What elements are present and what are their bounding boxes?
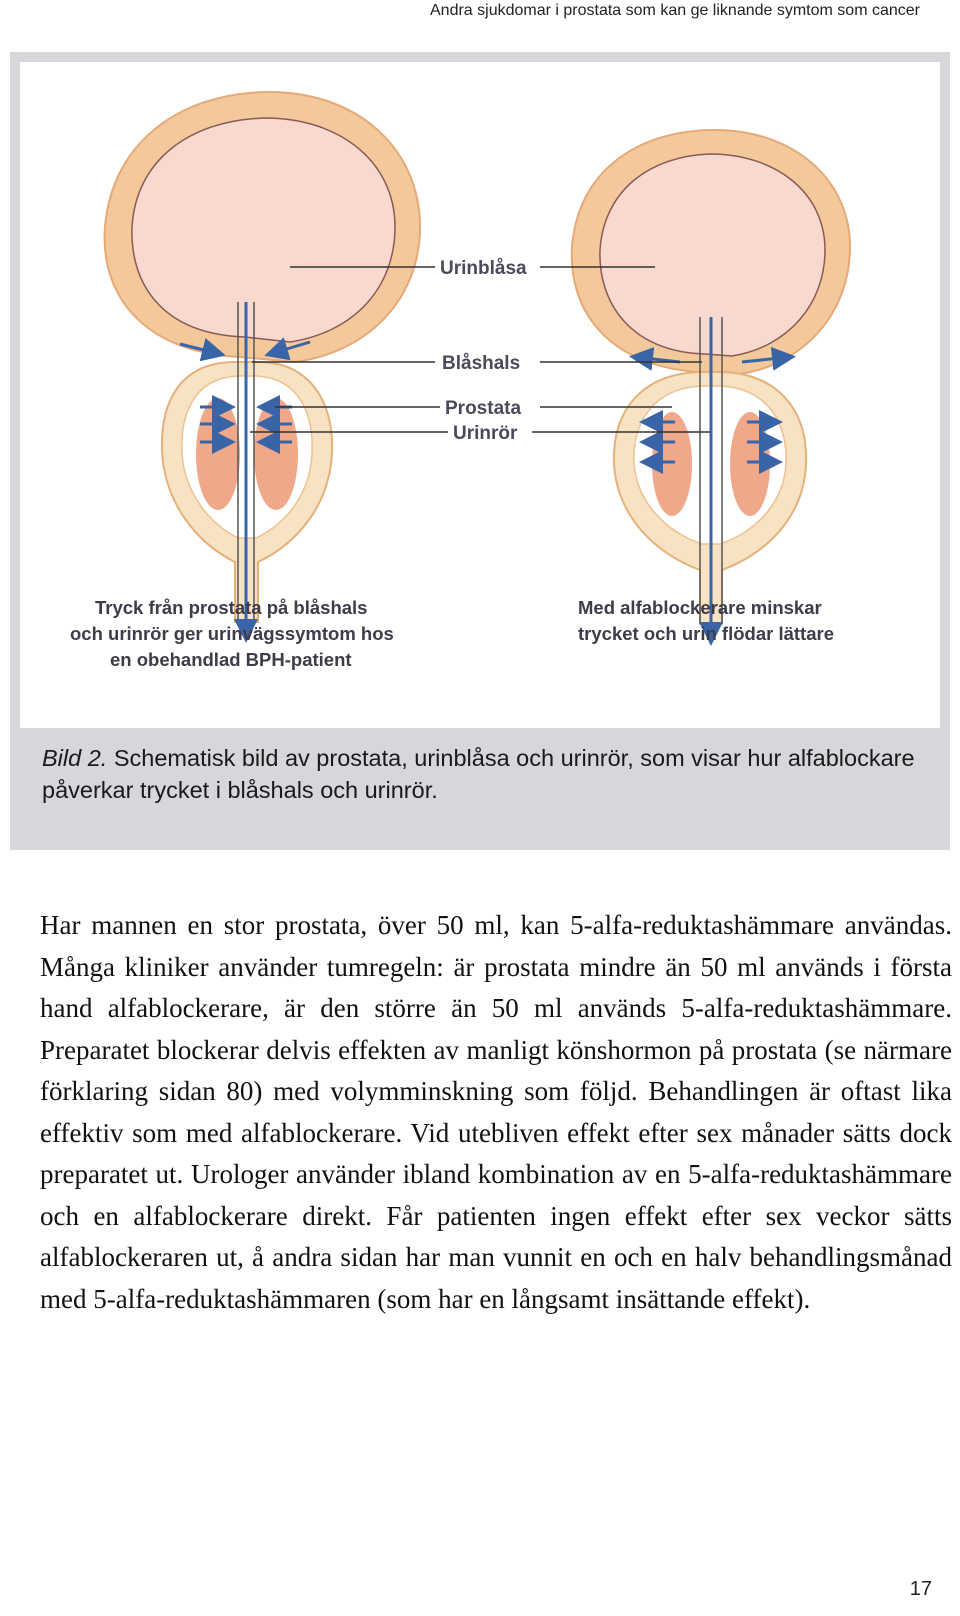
left-caption-line-3: en obehandlad BPH-patient (110, 649, 352, 670)
label-blashals: Blåshals (442, 353, 521, 374)
label-prostata: Prostata (445, 398, 522, 419)
label-urinblasa: Urinblåsa (440, 258, 527, 279)
caption-text: Schematisk bild av prostata, urinblåsa och urinrör, som visar hur alfablockare påverkar trycket i blåshals och urinrör. (42, 745, 915, 803)
figure-caption (42, 742, 922, 806)
prostate-diagram (20, 62, 940, 728)
right-caption-line-2: trycket och urin flödar lättare (578, 623, 834, 644)
body-paragraph: Har mannen en stor prostata, över 50 ml, kan 5-alfa-reduktashämmare användas. Många kliniker använder tumregeln: är prostata mindre än 50 ml används i första hand alfablockerare, är den större än 50 ml används 5-alfa-reduktashämmare. Preparatet blockerar delvis effekten av manligt könshormon på prostata (se närmare förklaring sidan 80) med volymminskning som följd. Behandlingen är oftast lika effektiv som med alfablockerare. Vid utebliven effekt efter sex månader sätts dock preparatet ut. Urologer använder ibland kombination av en 5-alfa-reduktashämmare och en alfablockerare direkt. Får patienten ingen effekt efter sex veckor sätts alfablockeraren ut, å andra sidan har man vunnit en och en halv behandlingsmånad med 5-alfa-reduktashämmaren (som har en långsamt insättande effekt). (40, 910, 952, 1314)
right-prostate-lobe-left (652, 412, 692, 516)
left-prostate-lobe-left (196, 398, 240, 510)
right-anatomy (572, 130, 850, 640)
caption-lead: Bild 2. (42, 745, 108, 771)
right-prostate-lobe-right (730, 412, 770, 516)
page-number: 17 (909, 1578, 932, 1600)
left-caption-line-2: och urinrör ger urinvägssymtom hos (70, 623, 394, 644)
left-bladder-lumen (132, 118, 395, 342)
figure-illustration (20, 62, 940, 728)
figure-box (10, 52, 950, 850)
running-header: Andra sjukdomar i prostata som kan ge liknande symtom som cancer (430, 2, 920, 19)
left-prostate-lobe-right (254, 398, 298, 510)
label-urinror: Urinrör (453, 423, 518, 444)
left-anatomy (105, 92, 420, 637)
left-caption-line-1: Tryck från prostata på blåshals (95, 597, 368, 618)
right-caption-line-1: Med alfablockerare minskar (578, 597, 822, 618)
